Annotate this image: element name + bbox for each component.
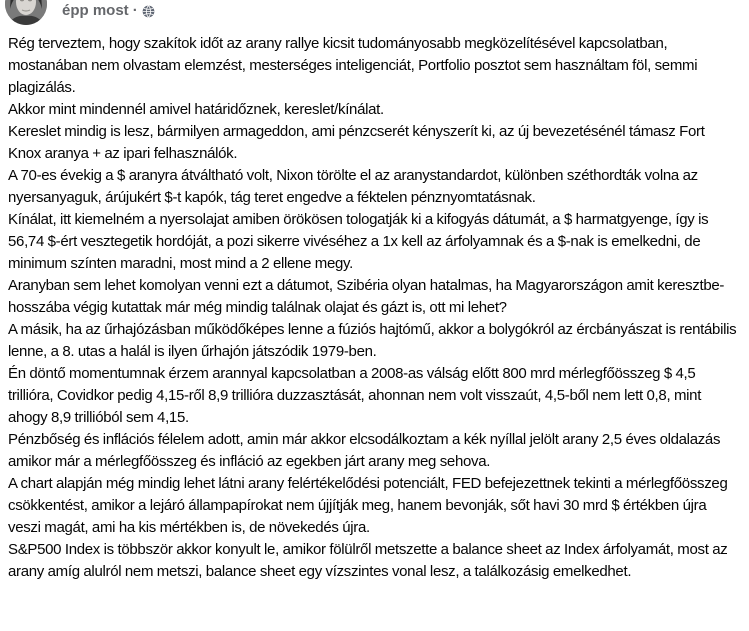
- post-body: [8, 33, 740, 583]
- post-timestamp[interactable]: épp most: [62, 2, 129, 19]
- post-paragraph: Aranyban sem lehet komolyan venni ezt a dátumot, Szibéria olyan hatalmas, ha Magyarországon amit keresztbe-hosszába végig kutattak már még mindig találnak olajat és gázt is, ott mi lehet?: [8, 277, 725, 316]
- post-paragraph: Kereslet mindig is lesz, bármilyen armageddon, ami pénzcserét kényszerít ki, az új bevezetésénél támasz Fort Knox aranya + az ipari felhasználók.: [8, 123, 705, 162]
- post-paragraph: Pénzbőség és inflációs félelem adott, amin már akkor elcsodálkoztam a kék nyíllal jelölt arany 2,5 éves oldalazás amikor már a mérlegfőösszeg és infláció az egekben járt arany meg sehova.: [8, 431, 721, 470]
- post-paragraph: Rég terveztem, hogy szakítok időt az arany rallye kicsit tudományosabb megközelítésével kapcsolatban, mostanában nem olvastam elemzést, mesterséges inteligenciát, Portfolio posztot sem használtam föl, semmi plagizálás.: [8, 35, 698, 96]
- person-image: [5, 0, 47, 25]
- globe-icon: [142, 5, 155, 18]
- post-meta-line: [62, 2, 155, 20]
- dot-separator: ·: [132, 2, 138, 19]
- post-paragraph: A másik, ha az űrhajózásban működőképes lenne a fúziós hajtómű, akkor a bolygókról az ércbányászat is rentábilis lenne, a 8. utas a halál is ilyen űrhajón játszódik 1979-ben.: [8, 321, 737, 360]
- post-header: [0, 0, 749, 28]
- post-paragraph: Én döntő momentumnak érzem arannyal kapcsolatban a 2008-as válság előtt 800 mrd mérlegfőösszeg $ 4,5 trillióra, Covidkor pedig 4,15-ről 8,9 trillióra duzzasztását, ahonnan nem volt visszaút, 4,5-ből nem lett 0,8, mint ahogy 8,9 trillióból sem 4,15.: [8, 365, 702, 426]
- post-paragraph: A 70-es évekig a $ aranyra átváltható volt, Nixon törölte el az aranystandardot, különben széthordták volna az nyersanyaguk, árújukért $-t kapók, tág teret engedve a féktelen pénznyomtatásnak.: [8, 167, 698, 206]
- post-paragraph: A chart alapján még mindig lehet látni arany felértékelődési potenciált, FED befejezettnek tekinti a mérlegfőösszeg csökkentést, amikor a lejáró állampapírokat nem újjítják meg, hanem bevonják, sőt havi 30 mrd $ értékben újra veszi magát, ami ha kis mértékben is, de növekedés újra.: [8, 475, 728, 536]
- post-paragraph: S&P500 Index is többször akkor konyult le, amikor fölülről metszette a balance sheet az Index árfolyamát, most az arany amíg alulról nem metszi, balance sheet egy vízszintes vonal lesz, a találkozásig emelkedhet.: [8, 541, 728, 580]
- post-paragraph: Akkor mint mindennél amivel határidőznek, kereslet/kínálat.: [8, 101, 384, 118]
- post-paragraph: Kínálat, itt kiemelném a nyersolajat amiben örökösen tologatják ki a kifogyás dátumát, a $ harmatgyenge, így is 56,74 $-ért vesztegetik hordóját, a pozi sikerre vivéséhez a 1x kell az árfolyamnak és a $-nak is emelkedni, de minimum színten maradni, most mind a 2 ellene megy.: [8, 211, 709, 272]
- profile-avatar[interactable]: [5, 0, 47, 25]
